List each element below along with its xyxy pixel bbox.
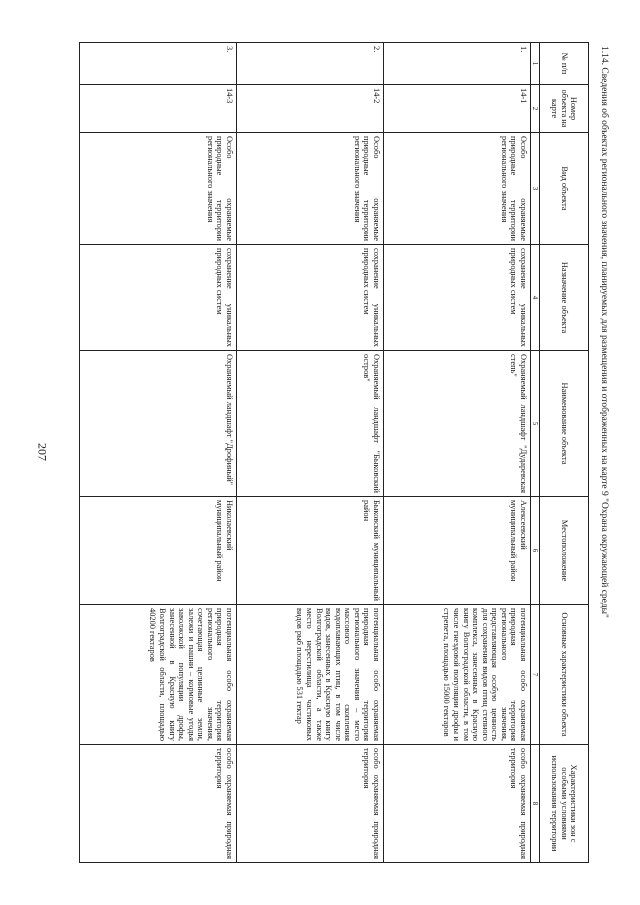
cell-name: Охраняемый ландшафт "Быковский остров" [237, 351, 384, 497]
col-number: 7 [531, 605, 540, 745]
col-header-name: Наименование объекта [540, 351, 589, 497]
table-header-row [540, 43, 589, 863]
cell-kind: Особо охраняемые природные территории регионального значения [237, 133, 384, 245]
col-header-num: № п/п [540, 43, 589, 85]
cell-kind: Особо охраняемые природные территории регионального значения [384, 133, 531, 245]
col-number: 4 [531, 245, 540, 351]
col-header-purpose: Назначение объекта [540, 245, 589, 351]
col-number: 3 [531, 133, 540, 245]
cell-num: 3. [80, 43, 237, 85]
col-header-zone: Характеристики зон с особыми условиями использования территории [540, 745, 589, 863]
cell-purpose: сохранение уникальных природных систем [384, 245, 531, 351]
cell-location: Алексеевский муниципальный район [384, 497, 531, 605]
col-number: 1 [531, 43, 540, 85]
col-number: 8 [531, 745, 540, 863]
cell-location: Николаевский муниципальный район [80, 497, 237, 605]
objects-table [79, 42, 589, 863]
cell-zone: особо охраняемая природная территория [80, 745, 237, 863]
cell-characteristics: потенциальная особо охраняемая природная территория регионального значения, сочетающая целинные земли, залежи и пашни – кормовые угодья заволжской популяции дрофы, занесенной в Красную книгу Волгоградской области, площадью 40200 гектаров [80, 605, 237, 745]
cell-map-code: 14-3 [80, 85, 237, 133]
cell-num: 2. [237, 43, 384, 85]
cell-location: Быковский муниципальный район [237, 497, 384, 605]
col-number: 2 [531, 85, 540, 133]
cell-name: Охраняемый ландшафт "Дрофиный" [80, 351, 237, 497]
col-number: 6 [531, 497, 540, 605]
cell-zone: особо охраняемая природная территория [384, 745, 531, 863]
cell-purpose: сохранение уникальных природных систем [237, 245, 384, 351]
cell-zone: особо охраняемая природная территория [237, 745, 384, 863]
col-header-characteristics: Основные характеристики объекта [540, 605, 589, 745]
page-number: 207 [35, 443, 50, 461]
table-row [80, 43, 237, 863]
column-number-row [531, 43, 540, 863]
cell-characteristics: потенциальная особо охраняемая природная территория регионального значения, представляющая особую ценность для сохранения видов птиц степного комплекса, занесенных в Красную книгу Волгоградской области, в том числе гнездовой популяции дрофы и стрепета, площадью 15000 гектаров [384, 605, 531, 745]
col-header-map-code: Номер объекта на карте [540, 85, 589, 133]
table-row [384, 43, 531, 863]
cell-purpose: сохранение уникальных природных систем [80, 245, 237, 351]
col-header-location: Местоположение [540, 497, 589, 605]
cell-name: Охраняемый ландшафт "Дударевская степь" [384, 351, 531, 497]
cell-map-code: 14-2 [237, 85, 384, 133]
cell-kind: Особо охраняемые природные территории регионального значения [80, 133, 237, 245]
cell-characteristics: потенциальная особо охраняемая природная территория регионального значения – место массового скопления водоплавающих птиц, в том числе видов, занесенных в Красную книгу Волгоградской области, а также место нерестилища частиковых видов рыб площадью 531 гектар [237, 605, 384, 745]
table-row [237, 43, 384, 863]
col-header-kind: Вид объекта [540, 133, 589, 245]
cell-num: 1. [384, 43, 531, 85]
col-number: 5 [531, 351, 540, 497]
section-title: 1.14. Сведения об объектах регионального значения, планируемых для размещения и отображенных на карте 9 "Охрана окружающей среды" [599, 46, 609, 618]
cell-map-code: 14-1 [384, 85, 531, 133]
rotated-page-content [39, 42, 609, 862]
